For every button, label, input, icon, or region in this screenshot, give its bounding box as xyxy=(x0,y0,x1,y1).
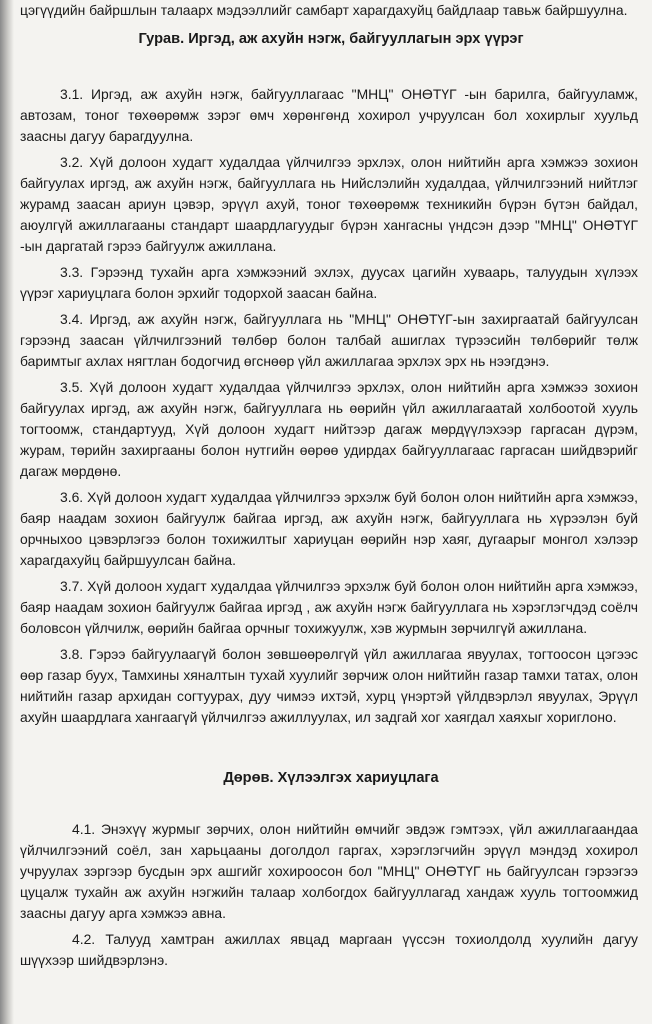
section-4-heading: Дөрөв. Хүлээлгэх хариуцлага xyxy=(223,770,439,786)
clause-3-1: 3.1. Иргэд, аж ахуйн нэгж, байгууллагаас "МНЦ" ОНӨТҮГ -ын барилга, байгууламж, автозам, тоног төхөөрөмж зэрэг өмч хөрөнгөнд хохирол учруулсан бол хохирлыг хуульд заасны дагуу барагдуулна. xyxy=(20,86,638,144)
document-page xyxy=(20,0,642,1024)
section-3-heading: Гурав. Иргэд, аж ахуйн нэгж, байгууллагын эрх үүрэг xyxy=(138,31,524,47)
clause-3-4: 3.4. Иргэд, аж ахуйн нэгж, байгууллага нь "МНЦ" ОНӨТҮГ-ын захиргаатай байгуулсан гэрээнд заасан үйлчилгээний төлбөр болон талбай ашиглах түрээсийн төлбөрийг төлж баримтыг ахлах нягтлан бодогчид өгснөөр үйл ажиллагаа эрхлэх эрх нь нээгдэнэ. xyxy=(20,311,638,369)
continuation-paragraph: цэгүүдийн байршлын талаарх мэдээллийг самбарт харагдахуйц байдлаар тавьж байршуулна. xyxy=(20,2,628,18)
clause-3-3: 3.3. Гэрээнд тухайн арга хэмжээний эхлэх, дуусах цагийн хуваарь, талуудын хүлээх үүрэг хариуцлага болон эрхийг тодорхой заасан байна. xyxy=(20,264,638,301)
clause-4-2: 4.2. Талууд хамтран ажиллах явцад маргаан үүссэн тохиолдолд хуулийн дагуу шүүхээр шийдвэрлэнэ. xyxy=(20,931,638,968)
clause-3-8: 3.8. Гэрээ байгуулаагүй болон зөвшөөрөлгүй үйл ажиллагаа явуулах, тогтоосон цэгээс өөр газар буух, Тамхины хяналтын тухай хуулийг зөрчиж олон нийтийн газар тамхи татах, олон нийтийн газар архидан согтуурах, дуу чимээ ихтэй, хурц үнэртэй үйлдвэрлэл явуулах, Эрүүл ахуйн шаардлага хангаагүй үйлчилгээ ажиллуулах, ил задгай хог хаягдал хаяхыг хориглоно. xyxy=(20,646,638,725)
scan-edge-shadow xyxy=(0,0,14,1024)
clause-3-5: 3.5. Хүй долоон худагт худалдаа үйлчилгээ эрхлэх, олон нийтийн арга хэмжээ зохион байгуулах иргэд, аж ахуйн нэгж, байгууллага нь өөрийн үйл ажиллагаатай холбоотой хууль тогтоомж, стандартууд, Хүй долоон худагт нийтээр дагаж мөрдүүлэхээр гаргасан дүрэм, журам, төрийн захиргааны болон нутгийн өөрөө удирдах байгууллагаас гаргасан шийдвэрийг дагаж мөрдөнө. xyxy=(20,379,638,479)
clause-3-7: 3.7. Хүй долоон худагт худалдаа үйлчилгээ эрхэлж буй болон олон нийтийн арга хэмжээ, баяр наадам зохион байгуулж байгаа иргэд , аж ахуйн нэгж байгууллага нь хэрэглэгчдэд соёлч боловсон үйлчилж, өөрийн байгаа орчныг тохижуулж, хэв журмын зөрчилгүй ажиллана. xyxy=(20,578,638,636)
clause-3-6: 3.6. Хүй долоон худагт худалдаа үйлчилгээ эрхэлж буй болон олон нийтийн арга хэмжээ, баяр наадам зохион байгуулж байгаа иргэд, аж ахуйн нэгж, байгууллага нь хүрээлэн буй орчныхоо цэвэрлэгээ болон тохижилтыг хариуцан өөрийн нэр хаяг, дугаарыг монгол хэлээр харагдахуйц байршуулсан байна. xyxy=(20,489,638,568)
clause-3-2: 3.2. Хүй долоон худагт худалдаа үйлчилгээ эрхлэх, олон нийтийн арга хэмжээ зохион байгуулах иргэд, аж ахуйн нэгж, байгууллага нь Нийслэлийн худалдаа, үйлчилгээний нийтлэг журамд заасан ариун цэвэр, эрүүл ахуй, тоног төхөөрөмж техникийн бүрэн бүтэн байдал, аюулгүй ажиллагааны стандарт шаардлагуудыг бүрэн хангасны үндсэн дээр "МНЦ" ОНӨТҮГ -ын даргатай гэрээ байгуулж ажиллана. xyxy=(20,154,638,254)
clause-4-1: 4.1. Энэхүү журмыг зөрчих, олон нийтийн өмчийг эвдэж гэмтээх, үйл ажиллагаандаа үйлчилгээний соёл, зан харьцааны доголдол гаргах, хэрэглэгчийн эрүүл мэндэд хохирол учруулах зэргээр бусдын эрх ашгийг хохироосон бол "МНЦ" ОНӨТҮГ нь байгуулсан гэрээгээ цуцалж тухайн аж ахуйн нэгжийн талаар холбогдох байгууллагад хандаж хууль тогтоомжид заасны дагуу арга хэмжээ авна. xyxy=(20,821,638,921)
